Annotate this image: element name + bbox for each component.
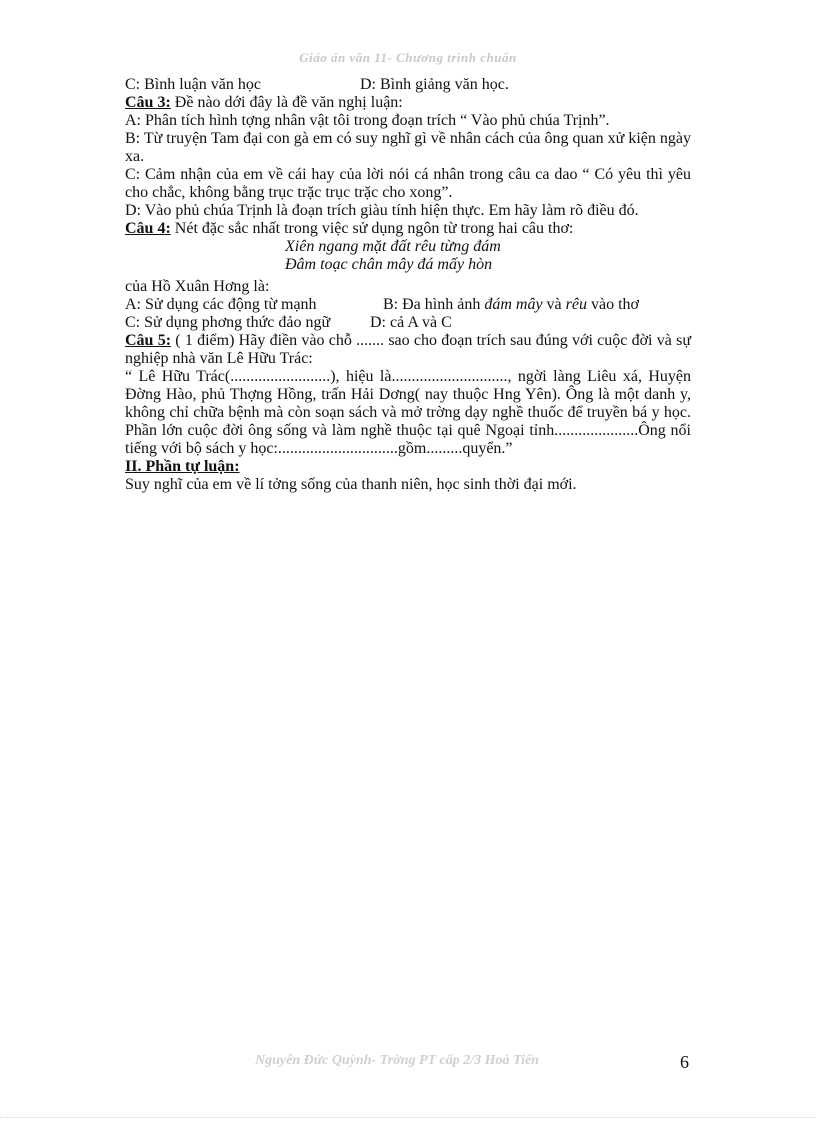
bottom-dotted-rule [0, 1117, 816, 1118]
question-4-option-a: A: Sử dụng các động từ mạnh [125, 296, 317, 313]
answer-row-c-d [125, 76, 691, 94]
question-4-label: Câu 4: [125, 220, 171, 237]
question-3-label: Câu 3: [125, 94, 171, 111]
question-4-row-a-b [125, 296, 691, 314]
part-2-heading: II. Phần tự luận: [125, 458, 240, 475]
question-3-option-d: D: Vào phủ chúa Trịnh là đoạn trích giàu tính hiện thực. Em hãy làm rõ điều đó. [125, 202, 639, 219]
question-3-text: Đề nào dới đây là đề văn nghị luận: [170, 94, 403, 111]
page-content [125, 76, 691, 494]
part-2-text: Suy nghĩ của em về lí tởng sống của thanh niên, học sinh thời đại mới. [125, 476, 577, 493]
question-5-label: Câu 5: [125, 332, 172, 349]
question-4-option-b [383, 296, 639, 314]
question-5-text: ( 1 điểm) Hãy điền vào chỗ ....... sao cho đoạn trích sau đúng với cuộc đời và sự nghiệp nhà văn Lê Hữu Trác: [125, 332, 692, 367]
question-4-text: Nét đặc sắc nhất trong việc sử dụng ngôn từ trong hai câu thơ: [170, 220, 574, 237]
page-footer: Nguyễn Đức Quỳnh- Trờng PT cấp 2/3 Hoà Tiến [255, 1053, 539, 1068]
option-b-em2: rêu [565, 296, 587, 313]
question-4-author: của Hồ Xuân Hơng là: [125, 278, 270, 295]
question-4-option-c: C: Sử dụng phơng thức đảo ngữ [125, 314, 331, 331]
question-4-option-d: D: cả A và C [370, 314, 452, 331]
poem-line-2: Đâm toạc chân mây đá mấy hòn [285, 256, 493, 273]
question-3-option-b: B: Từ truyện Tam đại con gà em có suy nghĩ gì về nhân cách của ông quan xử kiện ngày xa. [125, 130, 691, 165]
option-b-pre: B: Đa hình ảnh [383, 296, 485, 313]
question-5-passage: “ Lê Hữu Trác(.........................), hiệu là............................., ngời làng Liêu xá, Huyện Đờng Hào, phủ Thợng Hồng, trấn Hải Dơng( nay thuộc Hng Yên). Ông là một danh y, không chỉ chữa bệnh mà còn soạn sách và mở trờng dạy nghề thuốc để truyền bá y học. Phần lớn cuộc đời ông sống và làm nghề thuộc tại quê Ngoại tỉnh.....................Ông nổi tiếng với bộ sách y học:..............................gồm.........quyển.” [125, 368, 691, 457]
question-5 [125, 332, 691, 368]
question-4 [125, 220, 691, 238]
option-b-post: vào thơ [586, 296, 639, 313]
question-3-option-c: C: Cảm nhận của em về cái hay của lời nói cá nhân trong câu ca dao “ Có yêu thì yêu cho chắc, không bằng trục trặc trục trặc cho xong”. [125, 166, 691, 201]
question-3-option-a: A: Phân tích hình tợng nhân vật tôi trong đoạn trích “ Vào phủ chúa Trịnh”. [125, 112, 610, 129]
question-4-row-c-d [125, 314, 691, 332]
page-header: Giáo án văn 11- Chương trình chuẩn [299, 50, 517, 65]
page-number: 6 [680, 1052, 689, 1072]
answer-c: C: Bình luận văn học [125, 76, 261, 93]
option-b-mid: và [542, 296, 566, 313]
option-b-em1: đám mây [484, 296, 543, 313]
poem-line-1: Xiên ngang mặt đất rêu từng đám [285, 238, 501, 255]
question-3 [125, 94, 691, 112]
answer-d: D: Bình giảng văn học. [360, 76, 509, 93]
